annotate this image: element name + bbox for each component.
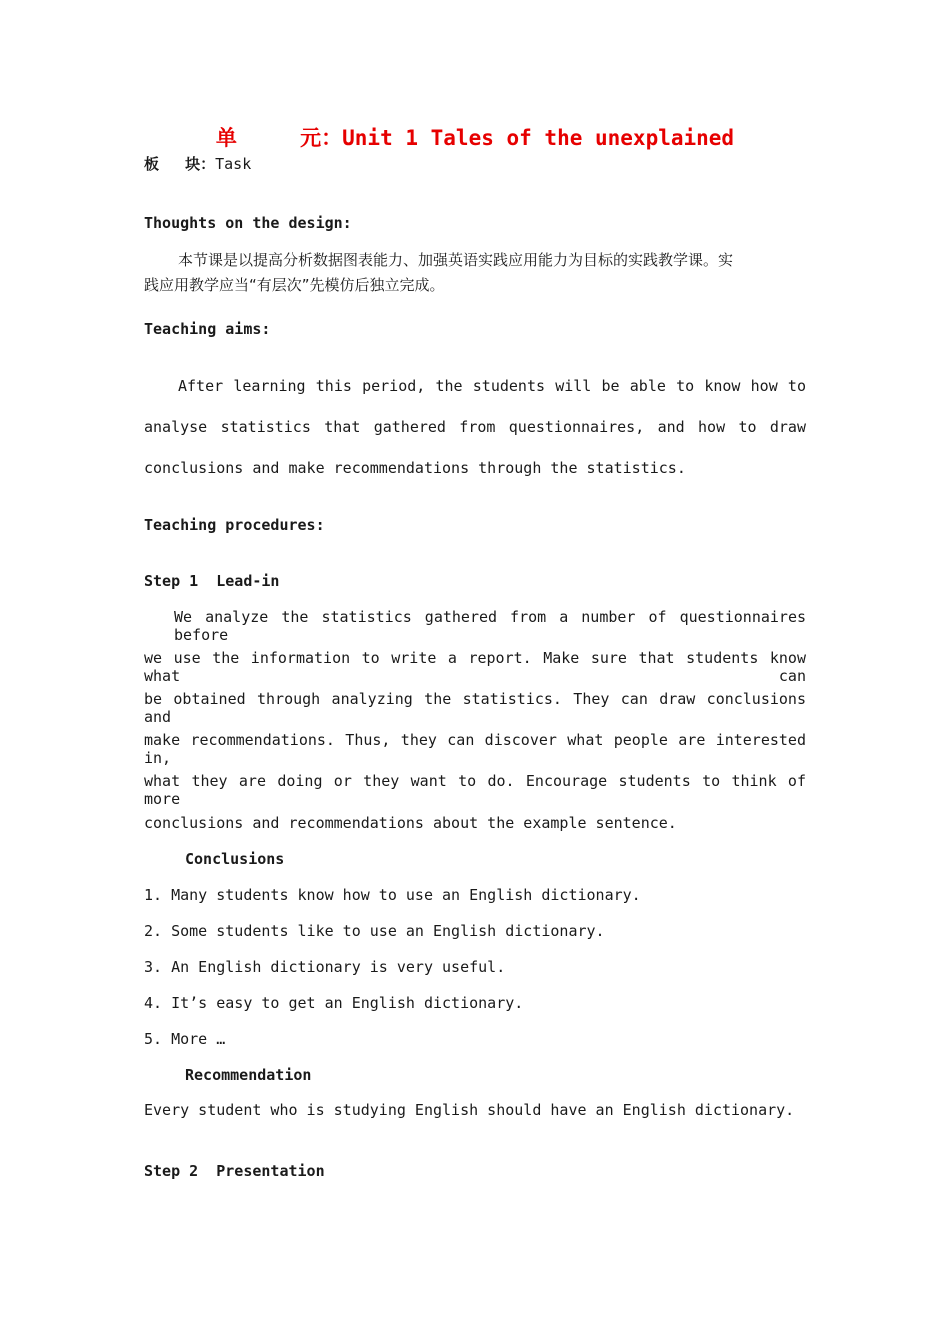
procedures-heading: Teaching procedures: [144,516,325,534]
aims-heading: Teaching aims: [144,320,271,338]
section-value: Task [215,155,252,173]
conclusion-item: 4. It’s easy to get an English dictionary. [144,994,524,1012]
aims-line-3: conclusions and make recommendations through the statistics. [144,459,686,477]
section-line [144,153,806,174]
conclusions-heading: Conclusions [185,850,285,868]
design-paragraph-line-1: 本节课是以提高分析数据图表能力、加强英语实践应用能力为目标的实践教学课。实 [178,251,734,269]
unit-title: 单 元：Unit 1 Tales of the unexplained [215,126,735,150]
aims-line-1: After learning this period, the students will be able to know how to [178,377,806,395]
conclusion-item: 1. Many students know how to use an English dictionary. [144,886,641,904]
step1-line-6: conclusions and recommendations about the example sentence. [144,814,677,832]
step1-heading: Step 1 Lead-in [144,572,280,590]
step1-line-4: make recommendations. Thus, they can discover what people are interested in, [144,731,806,767]
step2-heading: Step 2 Presentation [144,1162,325,1180]
aims-line-2: analyse statistics that gathered from questionnaires, and how to draw [144,418,806,436]
step1-line-2: we use the information to write a report. Make sure that students know what can [144,649,806,685]
conclusion-item: 3. An English dictionary is very useful. [144,958,506,976]
recommendation-heading: Recommendation [185,1066,312,1084]
design-paragraph-line-2: 践应用教学应当“有层次”先模仿后独立完成。 [144,276,445,294]
step1-line-3: be obtained through analyzing the statistics. They can draw conclusions and [144,690,806,726]
step1-line-1: We analyze the statistics gathered from a number of questionnaires before [174,608,806,644]
conclusion-item: 2. Some students like to use an English dictionary. [144,922,605,940]
conclusion-item: 5. More … [144,1030,226,1048]
step1-line-5: what they are doing or they want to do. Encourage students to think of more [144,772,806,808]
design-heading: Thoughts on the design: [144,214,352,232]
recommendation-text: Every student who is studying English should have an English dictionary. [144,1101,795,1119]
section-label: 板 块： [144,155,216,173]
